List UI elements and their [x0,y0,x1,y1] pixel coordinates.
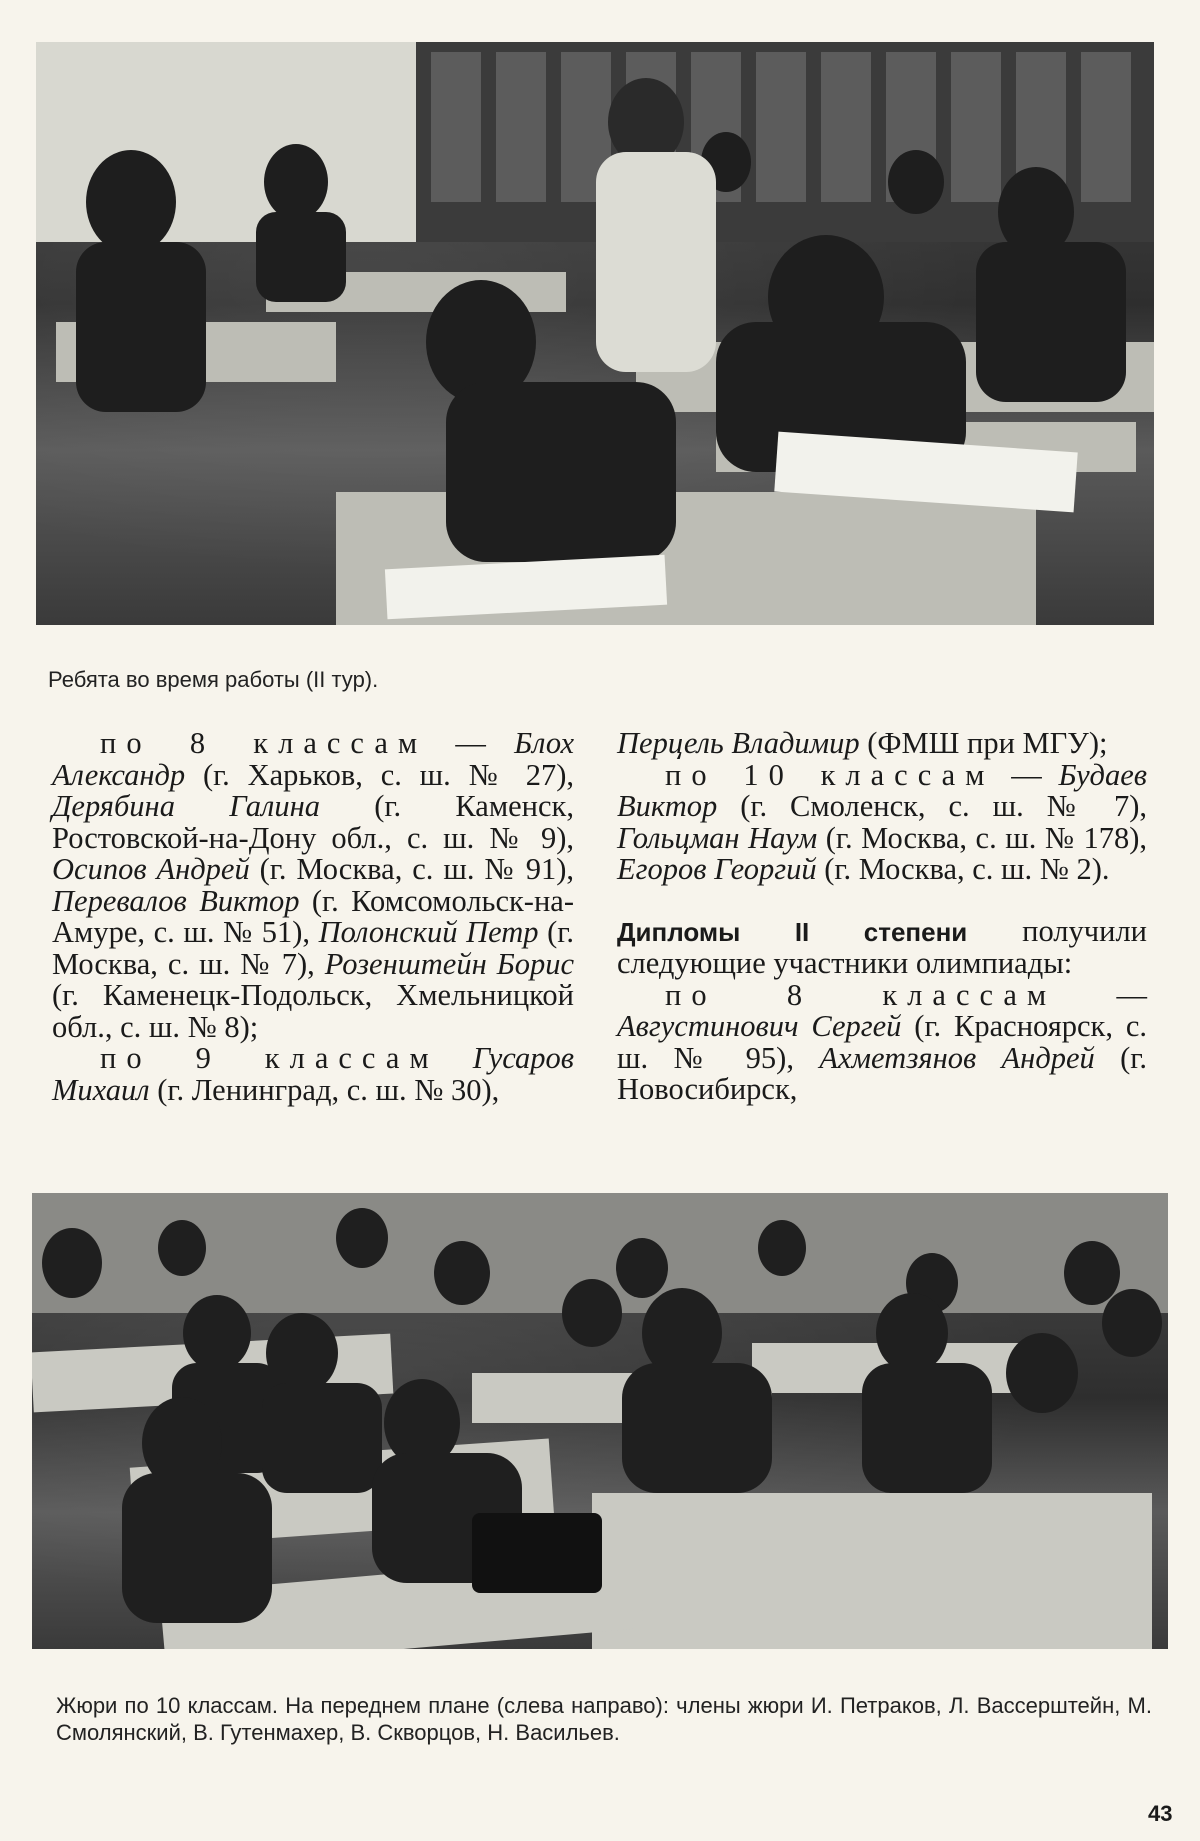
winner-name: Августинович Сергей [617,1009,902,1043]
class-lead: по 8 классам [100,726,428,760]
class-lead: по 9 классам [100,1041,439,1075]
winner-name: Розенштейн Борис [324,946,574,981]
winner-name: Полонский Петр [318,915,539,949]
caption-bottom-photo: Жюри по 10 классам. На переднем плане (слева направо): члены жюри И. Петраков, Л. Вассерштейн, М. Смолянский, В. Гутенмахер, В. Скворцов, Н. Васильев. [56,1693,1152,1745]
photo-jury [32,1193,1168,1649]
text-column-left [52,728,574,1106]
winner-name: Дерябина Галина [52,789,320,823]
winner-name: Будаев Виктор [617,757,1147,823]
class-lead: по 10 классам [665,757,995,792]
winner-name: Перевалов Виктор [52,883,300,918]
paragraph-9-class-first-degree: по 9 классам Гусаров Михаил (г. Ленинград, с. ш. № 30), [52,1041,575,1107]
paragraph-8-class-second-degree: по 8 классам — Августинович Сергей (г. Красноярск, с. ш. № 95), Ахметзянов Андрей (г. Новосибирск, [617,977,1148,1106]
text-column-right [617,728,1147,1106]
photo-jury-illustration [32,1193,1168,1649]
paragraph-continuation: Перцель Владимир (ФМШ при МГУ); [617,726,1108,760]
paragraph-8-class-first-degree: по 8 классам — Блох Александр (г. Харьков, с. ш. № 27), Дерябина Галина (г. Каменск, Ростовской-на-Дону обл., с. ш. № 9), Осипов Андрей (г. Москва, с. ш. № 91), Перевалов Виктор (г. Комсомольск-на-Амуре, с. ш. № 51), Полонский Петр (г. Москва, с. ш. № 7), Розенштейн Борис (г. Каменецк-Подольск, Хмельницкой обл., с. ш. № 8); [52,726,574,1044]
photo-students-working [36,42,1154,625]
winner-name: Осипов Андрей [52,852,250,886]
winner-name: Гольцман Наум [617,820,818,855]
winner-name: Гусаров Михаил [52,1041,575,1107]
paragraph-second-degree-intro: Дипломы II степени получили следующие участники олимпиады: [617,913,1147,980]
winner-name: Блох Александр [52,726,574,792]
caption-top-photo: Ребята во время работы (II тур). [48,667,379,692]
winner-name: Ахметзянов Андрей [819,1040,1095,1075]
photo-students-illustration [36,42,1154,625]
class-lead: по 8 классам [665,977,1057,1012]
section-heading: Дипломы II степени [617,916,968,947]
paragraph-10-class-first-degree: по 10 классам — Будаев Виктор (г. Смоленск, с. ш. № 7), Гольцман Наум (г. Москва, с. ш. № 178), Егоров Георгий (г. Москва, с. ш. № 2). [617,757,1147,886]
page-number: 43 [1148,1801,1173,1826]
winner-name: Егоров Георгий [617,852,817,886]
winner-name: Перцель Владимир [617,726,860,760]
